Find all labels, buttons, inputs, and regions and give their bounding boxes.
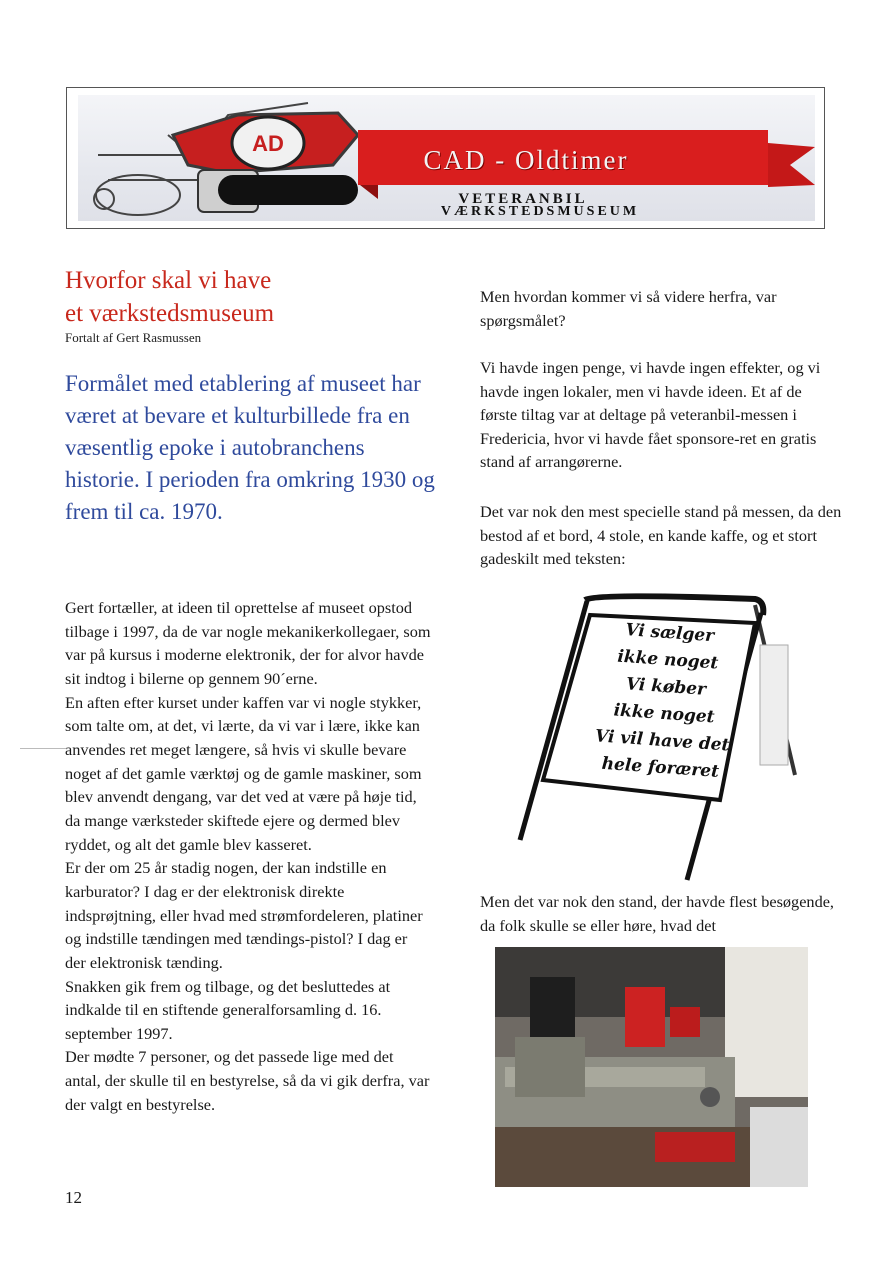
sign-line: Vi vil have det [594,726,731,756]
banner-ribbon-text: CAD - Oldtimer [423,145,629,175]
left-body-text [65,596,431,1116]
sign-line: Vi sælger [624,620,715,647]
article-title-line-2: et værkstedsmuseum [65,300,275,327]
sign-line: hele foræret [601,753,720,782]
paragraph: Gert fortæller, at ideen til oprettelse af museet opstod tilbage i 1997, da de var nogle mekanikerkollegaer, som var på kursus i moderne elektronik, der for alvor havde sit indtog i bilerne op gennem 90´erne. [65,598,431,688]
sign-line: Vi køber [625,674,707,700]
banner-subtitle-2: VÆRKSTEDSMUSEUM [440,204,640,219]
paragraph: Men det var nok den stand, der havde flest besøgende, da folk skulle se eller høre, hvad det [480,892,835,935]
paragraph: Snakken gik frem og tilbage, og det besluttedes at indkalde til en stiftende generalforsamling d. 16. september 1997. [65,976,391,1043]
sign-line: ikke noget [613,700,716,728]
paragraph: Er der om 25 år stadig nogen, der kan indstille en karburator? I dag er der elektronisk direkte indsprøjtning, eller hvad med strømfordeleren, platiner og indstille tændingen med tændings-pistol? I dag er der elektronisk tænding. [65,858,423,972]
sign-text [585,615,746,787]
right-paragraph-2 [480,356,842,474]
sign-line: ikke noget [616,646,719,674]
header-banner-frame [66,87,825,229]
article-title [65,264,425,330]
paragraph: En aften efter kurset under kaffen var vi nogle stykker, som talte om, at det, vi lærte, da vi var i lære, ikke kan anvendes ret meget længere, så hvis vi skulle bevare noget af det gamle værktøj og de gamle maskiner, som blev anvendt dengang, var det ved at være på høje tid, da mange værksteder skiftede ejere og dermed blev ryddet, og alt det gamle blev kasseret. [65,692,422,854]
paragraph: Det var nok den mest specielle stand på messen, da den bestod af et bord, 4 stole, en kande kaffe, og et stort gadeskilt med teksten: [480,502,842,568]
svg-text:AD: AD [252,131,284,156]
right-paragraph-4 [480,890,842,937]
right-paragraph-1 [480,285,842,332]
right-paragraph-3 [480,500,842,571]
header-banner [78,95,815,221]
banner-subtitle-1: VETERANBIL [458,191,588,207]
article-title-line-1: Hvorfor skal vi have [65,267,272,294]
paragraph: Der mødte 7 personer, og det passede lige med det antal, der skulle til en bestyrelse, så da vi gik derfra, var der valgt en bestyrelse. [65,1047,430,1114]
paragraph: Men hvordan kommer vi så videre herfra, var spørgsmålet? [480,287,777,330]
cad-logo-icon [173,113,358,173]
paragraph: Vi havde ingen penge, vi havde ingen effekter, og vi havde ingen lokaler, men vi havde ideen. Et af de første tiltag var at deltage på veteranbil-messen i Fredericia, hvor vi havde fået sponsore-ret en gratis stand af arrangørerne. [480,358,821,471]
article-byline: Fortalt af Gert Rasmussen [65,330,202,345]
margin-mark [20,748,66,749]
page-number: 12 [65,1188,82,1207]
lathe-photo-illustration [495,947,808,1187]
article-lead: Formålet med etablering af museet har været at bevare et kulturbillede fra en væsentlig epoke i autobranchens historie. I perioden fra omkring 1930 og frem til ca. 1970. [65,371,435,524]
workshop-photo [495,947,808,1187]
